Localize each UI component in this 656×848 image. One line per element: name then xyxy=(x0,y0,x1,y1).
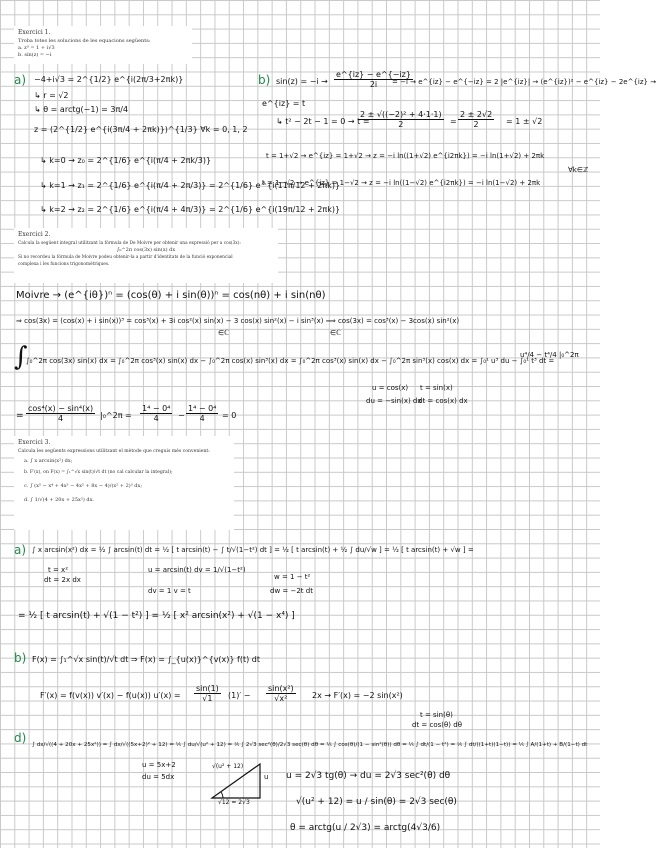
fraction-denominator: √x² xyxy=(274,694,288,703)
fraction-denominator: 2 xyxy=(473,120,479,129)
e1a-modulus: ↳ r = √2 xyxy=(34,91,69,100)
exercise-1-line: a. z³ = 1 + i√3 xyxy=(18,45,55,51)
exercise-3-statement xyxy=(14,436,234,530)
e3d-sub-du: du = 5dx xyxy=(142,773,175,781)
exercise-2-statement xyxy=(14,228,278,283)
e3d-trig-sub: u = 2√3 tg(θ) → du = 2√3 sec²(θ) dθ xyxy=(286,771,451,781)
e2-complex-mark: ∈ℂ xyxy=(218,329,229,337)
e3b-middle: (1)′ − xyxy=(228,691,251,700)
e2-eval-fraction xyxy=(140,404,172,423)
fraction-denominator: 2i xyxy=(369,80,378,89)
e1a-root-k2: ↳ k=2 → z₂ = 2^{1/6} e^{i(π/4 + 4π/3)} = 2^{1/6} e^{i(19π/12 + 2πk)} xyxy=(40,205,341,214)
triangle-adjacent-label: √12 = 2√3 xyxy=(218,799,250,806)
part-b-label: b) xyxy=(258,73,271,87)
fraction-numerator: sin(x²) xyxy=(268,684,294,693)
e2-sub-t: t = sin(x) xyxy=(420,384,453,392)
e2-integral-result: u⁴/4 − t⁴/4 |₀^2π xyxy=(520,351,579,359)
e2-sub-du: du = −sin(x) dx xyxy=(366,397,422,405)
part-d-label: d) xyxy=(14,731,27,745)
triangle-opposite-label: u xyxy=(264,773,269,781)
exercise-3-line: Calcula les següents expressions utilitzant el mètode que creguis més convenient: xyxy=(18,449,210,454)
e2-moivre-formula: Moivre → (e^{iθ})ⁿ = (cos(θ) + i sin(θ))ⁿ = cos(nθ) + i sin(nθ) xyxy=(16,290,326,301)
fraction-numerator: 2 ± 2√2 xyxy=(460,110,493,119)
e2-minus: − xyxy=(178,411,185,420)
fraction-numerator: e^{iz} − e^{−iz} xyxy=(336,70,411,79)
e3d-sub-t: t = sin(θ) xyxy=(420,711,453,719)
e3a-sub-dt: dt = 2x dx xyxy=(44,576,81,584)
e3d-theta: θ = arctg(u / 2√3) = arctg(4√3/6) xyxy=(290,823,441,833)
fraction-denominator: 4 xyxy=(153,414,159,423)
e1b-solution-minus: t = 1−√2 → e^{iz} = 1−√2 → z = −i ln((1−√2) e^{i2πk}) = −i ln(1−√2) + 2πk xyxy=(262,179,541,187)
exercise-1-line: Troba totes les solucions de les equacions següents: xyxy=(18,38,151,44)
exercise-3-item-d: d. ∫ 1/√(4 + 20x + 25x²) dx. xyxy=(24,497,95,503)
e1b-substitution: e^{iz} = t xyxy=(262,99,306,108)
e3a-sub-t: t = x² xyxy=(48,566,69,574)
e1a-polar-form: −4+i√3 = 2^{1/2} e^{i(2π/3+2πk)} xyxy=(34,75,184,84)
e2-equals: = xyxy=(16,411,24,421)
fraction-numerator: 2 ± √((−2)² + 4·1·1) xyxy=(360,110,442,119)
part-a-label: a) xyxy=(14,73,27,87)
e1b-simplified-fraction xyxy=(458,110,494,129)
e1b-line1-end: = −i → e^{iz} − e^{−iz} = 2 |e^{iz}| → (e^{iz})² − e^{iz} − 2e^{iz} → xyxy=(392,78,656,86)
e1a-root-k0: ↳ k=0 → z₀ = 2^{1/6} e^{i(π/4 + 2πk/3)} xyxy=(40,156,212,165)
e3b-result: 2x → F′(x) = −2 sin(x²) xyxy=(312,691,403,700)
e2-eval-fraction xyxy=(186,404,218,423)
triangle-hypotenuse-label: √(u² + 12) xyxy=(212,763,244,770)
part-a-label: a) xyxy=(14,543,27,557)
fraction-denominator: 2 xyxy=(398,120,404,129)
exercise-2-title: Exercici 2. xyxy=(18,231,51,238)
exercise-2-line: Calcula la següent integral utilitzant la fórmula de De Moivre per obtenir una expressió per a cos(3x): xyxy=(18,241,241,246)
e3a-result: = ½ [ t arcsin(t) + √(1 − t²) ] = ½ [ x² arcsin(x²) + √(1 − x⁴) ] xyxy=(18,611,295,621)
e3b-leibniz-rule: F′(x) = f(v(x)) v′(x) − f(u(x)) u′(x) = xyxy=(40,691,181,700)
e3a-parts-u: u = arcsin(t) dv = 1/√(1−t²) xyxy=(148,566,246,574)
exercise-2-line: Si no recordeu la fórmula de Moivre podeu obtenir-la a partir d'identitats de la funció exponencial xyxy=(18,255,233,260)
e1a-argument: ↳ θ = arctg(−1) = 3π/4 xyxy=(34,105,129,114)
fraction-denominator: √1 xyxy=(202,694,213,703)
fraction-denominator: 4 xyxy=(199,414,205,423)
e1b-quadratic-start: ↳ t² − 2t − 1 = 0 → t = xyxy=(276,117,370,126)
e1b-quantifier: ∀k∈ℤ xyxy=(568,166,589,174)
e2-cos3x-expansion: ⇒ cos(3x) = (cos(x) + i sin(x))³ = cos³(x) + 3i cos²(x) sin(x) − 3 cos(x) sin²(x) − i sin³(x) ⟹ cos(3x) = cos³(x) − 3cos(x) sin²(x) xyxy=(16,317,460,325)
e2-eval-bar: |₀^2π = xyxy=(100,411,132,420)
exercise-3-item-b: b. F′(x), on F(x) = ∫₁^√x sin(t)/√t dt (no cal calcular la integral); xyxy=(24,470,173,475)
e3b-fraction-upper xyxy=(194,684,221,703)
fraction-denominator: 4 xyxy=(57,414,64,423)
e3a-integration-chain: ∫ x arcsin(x²) dx = ½ ∫ arcsin(t) dt = ½ [ t arcsin(t) − ∫ t/√(1−t²) dt ] = ½ [ t arcsin(t) + ½ ∫ du/√w ] = ½ [ t arcsin(t) + √w ] = xyxy=(32,546,474,554)
e2-sub-dt: dt = cos(x) dx xyxy=(418,397,468,405)
theta-angle-arc xyxy=(221,792,223,798)
e1a-root-k1: ↳ k=1 → z₁ = 2^{1/6} e^{i(π/4 + 2π/3)} = 2^{1/6} e^{i(11π/12 + 2πk)} xyxy=(40,181,341,190)
e3a-parts-v: dv = 1 v = t xyxy=(148,587,191,595)
fraction-numerator: 1⁴ − 0⁴ xyxy=(142,404,171,413)
exercise-1-statement xyxy=(14,26,192,64)
e1b-equals: = xyxy=(450,117,457,126)
e2-complex-mark: ∈ℂ xyxy=(330,329,341,337)
e1b-solution-plus: t = 1+√2 → e^{iz} = 1+√2 → z = −i ln((1+√2) e^{i2πk}) = −i ln(1+√2) + 2πk xyxy=(266,152,545,160)
exercise-2-line: complexa i les funcions trigonomètriques. xyxy=(18,262,110,267)
fraction-numerator: 1⁴ − 0⁴ xyxy=(188,404,217,413)
e2-final-fraction xyxy=(26,404,95,423)
e3d-integration-chain: ∫ dx/√((4 + 20x + 25x²)) = ∫ dx/√((5x+2)² + 12) = ⅕ ∫ du/√(u² + 12) = ⅕ ∫ 2√3 sec²(θ)/2√3 sec(θ) dθ = ⅕ ∫ cos(θ)/(1 − sin²(θ)) dθ = ⅕ ∫ dt/(1 − t²) = ⅕ ∫ dt/((1+t)(1−t)) = ⅕ ∫ A/(1+t) + B/(1−t) dt xyxy=(32,742,588,748)
e1b-quadratic-fraction xyxy=(358,110,444,129)
e3a-sub-dw: dw = −2t dt xyxy=(270,587,313,595)
exercise-3-title: Exercici 3. xyxy=(18,439,51,446)
integral-sign: ∫ xyxy=(14,342,28,372)
e2-sub-u: u = cos(x) xyxy=(372,384,409,392)
part-b-label: b) xyxy=(14,651,27,665)
e1b-roots: = 1 ± √2 xyxy=(506,117,543,126)
exercise-1-title: Exercici 1. xyxy=(18,29,51,36)
e3d-sec-identity: √(u² + 12) = u / sin(θ) = 2√3 sec(θ) xyxy=(296,797,457,807)
e3d-sub-dt: dt = cos(θ) dθ xyxy=(412,721,462,729)
fraction-numerator: sin(1) xyxy=(196,684,219,693)
exercise-2-integral: ∫₀^2π cos(3x) sin(x) dx xyxy=(116,247,176,253)
exercise-1-line: b. sin(z) = −i xyxy=(18,52,52,58)
exercise-3-item-a: a. ∫ x arcsin(x²) dx; xyxy=(24,458,73,464)
e1a-root-formula: z = (2^{1/2} e^{i(3π/4 + 2πk)})^{1/3} ∀k = 0, 1, 2 xyxy=(34,125,248,134)
e2-result: = 0 xyxy=(222,411,237,420)
e3d-sub-u: u = 5x+2 xyxy=(142,761,176,769)
exercise-3-item-c: c. ∫ (x⁵ − x⁴ + 4x³ − 4x² + 8x − 4)/(x² + 2)³ dx; xyxy=(24,483,143,489)
e3b-definition: F(x) = ∫₁^√x sin(t)/√t dt ⇒ F(x) = ∫_{u(x)}^{v(x)} f(t) dt xyxy=(32,655,260,664)
fraction-numerator: cos⁴(x) − sin⁴(x) xyxy=(28,404,94,413)
e3a-sub-w: w = 1 − t² xyxy=(274,573,311,581)
e3b-fraction-lower xyxy=(266,684,296,703)
e1b-line1-start: sin(z) = −i → xyxy=(276,77,328,86)
e2-integral-chain: ∫₀^2π cos(3x) sin(x) dx = ∫₀^2π cos³(x) sin(x) dx − ∫₀^2π cos(x) sin³(x) dx = ∫₀^2π cos³(x) sin(x) dx − ∫₀^2π sin³(x) cos(x) dx = ∫₀¹ u³ du − ∫₀¹ t³ dt = xyxy=(26,357,555,365)
